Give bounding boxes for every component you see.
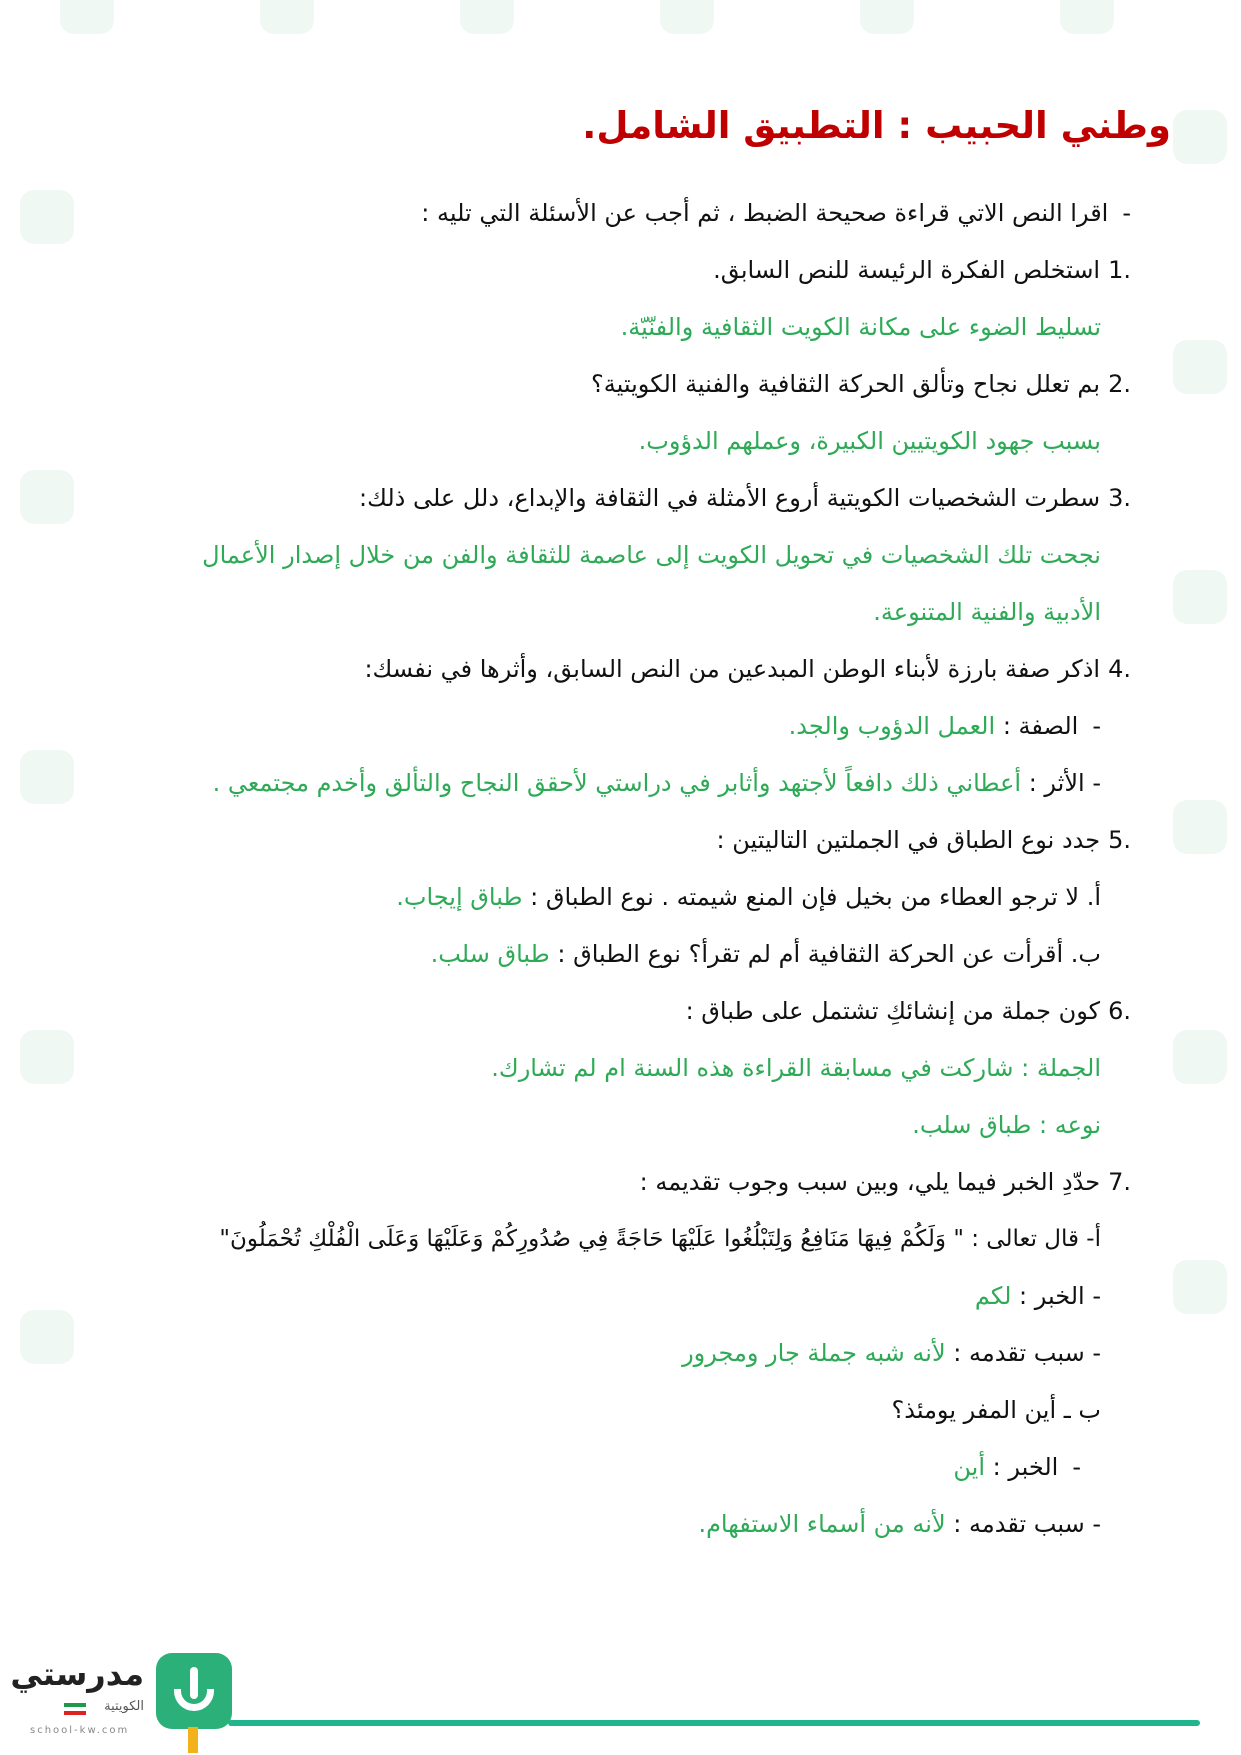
khabar-value: لكم	[974, 1282, 1012, 1310]
question-number: 2.	[1108, 370, 1131, 398]
question-number: 1.	[1108, 256, 1131, 284]
question-number: 3.	[1108, 484, 1131, 512]
logo-subtitle: الكويتية	[104, 1699, 144, 1714]
answer-5-b	[431, 937, 1101, 971]
instruction	[421, 196, 1131, 230]
question-text: كون جملة من إنشائكِ تشتمل على طباق :	[685, 997, 1101, 1025]
answer-7-a-khabar	[975, 1279, 1101, 1313]
question-text: بم تعلل نجاح وتألق الحركة الثقافية والفنية الكويتية؟	[591, 370, 1101, 398]
question-text: سطرت الشخصيات الكويتية أروع الأمثلة في الثقافة والإبداع، دلل على ذلك:	[359, 484, 1101, 512]
reason-value: لأنه من أسماء الاستفهام.	[698, 1510, 946, 1538]
answer-7-b-khabar	[953, 1450, 1081, 1484]
school-logo	[10, 1645, 220, 1750]
answer-7-b-reason	[698, 1507, 1101, 1541]
answer-3-line-2: الأدبية والفنية المتنوعة.	[873, 598, 1101, 626]
answer-6-type: نوعه : طباق سلب.	[912, 1111, 1101, 1139]
effect-value: أعطاني ذلك دافعاً لأجتهد وأثابر في دراستي لأحقق النجاح والتألق وأخدم مجتمعي .	[212, 769, 1022, 797]
question-text: اذكر صفة بارزة لأبناء الوطن المبدعين من النص السابق، وأثرها في نفسك:	[364, 655, 1101, 683]
question-number: 7.	[1108, 1168, 1131, 1196]
khabar-label: الخبر :	[992, 1453, 1059, 1481]
question-number: 5.	[1108, 826, 1131, 854]
item-b-answer: طباق سلب.	[430, 940, 550, 968]
question-text: جدد نوع الطباق في الجملتين التاليتين :	[716, 826, 1101, 854]
khabar-label: - الخبر :	[1019, 1282, 1101, 1310]
quran-verse: أ- قال تعالى : " وَلَكُمْ فِيهَا مَنَافِعُ وَلِتَبْلُغُوا عَلَيْهَا حَاجَةً فِي صُدُورِكُمْ وَعَلَيْهَا وَعَلَى الْفُلْكِ تُحْمَلُونَ"	[219, 1226, 1101, 1252]
kuwait-flag-icon	[64, 1703, 86, 1715]
item-a-text: أ. لا ترجو العطاء من بخيل فإن المنع شيمته . نوع الطباق :	[530, 883, 1101, 911]
reason-label: - سبب تقدمه :	[953, 1510, 1101, 1538]
logo-url: school-kw.com	[30, 1725, 130, 1736]
reason-label: - سبب تقدمه :	[953, 1339, 1101, 1367]
answer-4-trait	[789, 709, 1101, 743]
footer-divider	[228, 1720, 1200, 1726]
trait-value: العمل الدؤوب والجد.	[788, 712, 996, 740]
bullet-dash: -	[1122, 199, 1131, 227]
logo-badge-icon	[156, 1653, 232, 1729]
question-text: حدّدِ الخبر فيما يلي، وبين سبب وجوب تقديمه :	[639, 1168, 1101, 1196]
question-4	[364, 652, 1131, 686]
question-2	[591, 367, 1131, 401]
khabar-value: أين	[953, 1453, 986, 1481]
answer-1: تسليط الضوء على مكانة الكويت الثقافية والفنّيّة.	[620, 313, 1101, 341]
logo-name: مدرستي	[10, 1655, 144, 1693]
instruction-text: اقرا النص الاتي قراءة صحيحة الضبط ، ثم أجب عن الأسئلة التي تليه :	[421, 199, 1109, 227]
answer-3-line-1: نجحت تلك الشخصيات في تحويل الكويت إلى عاصمة للثقافة والفن من خلال إصدار الأعمال	[202, 541, 1101, 569]
question-6	[686, 994, 1131, 1028]
answer-5-a	[396, 880, 1101, 914]
trait-label: الصفة :	[1002, 712, 1079, 740]
question-5	[717, 823, 1132, 857]
question-number: 6.	[1108, 997, 1131, 1025]
question-3	[359, 481, 1131, 515]
bullet-dash: -	[1072, 1453, 1081, 1481]
item-b-text: ب. أقرأت عن الحركة الثقافية أم لم تقرأ؟ نوع الطباق :	[557, 940, 1101, 968]
page-title: وطني الحبيب : التطبيق الشامل.	[582, 104, 1171, 147]
answer-2: بسبب جهود الكويتيين الكبيرة، وعملهم الدؤوب.	[638, 427, 1101, 455]
item-a-answer: طباق إيجاب.	[396, 883, 523, 911]
question-1	[713, 253, 1131, 287]
question-number: 4.	[1108, 655, 1131, 683]
question-text: استخلص الفكرة الرئيسة للنص السابق.	[713, 256, 1101, 284]
effect-label: الأثر :	[1028, 769, 1085, 797]
answer-6-sentence: الجملة : شاركت في مسابقة القراءة هذه السنة ام لم تشارك.	[491, 1054, 1101, 1082]
answer-7-b: ب ـ أين المفر يومئذ؟	[891, 1396, 1101, 1424]
bullet-dash: -	[1092, 712, 1101, 740]
question-7	[640, 1165, 1131, 1199]
answer-4-effect: - الأثر : أعطاني ذلك دافعاً لأجتهد وأثابر في دراستي لأحقق النجاح والتألق وأخدم مجتمعي .	[212, 769, 1101, 797]
answer-7-a-reason	[682, 1336, 1101, 1370]
reason-value: لأنه شبه جملة جار ومجرور	[682, 1339, 946, 1367]
